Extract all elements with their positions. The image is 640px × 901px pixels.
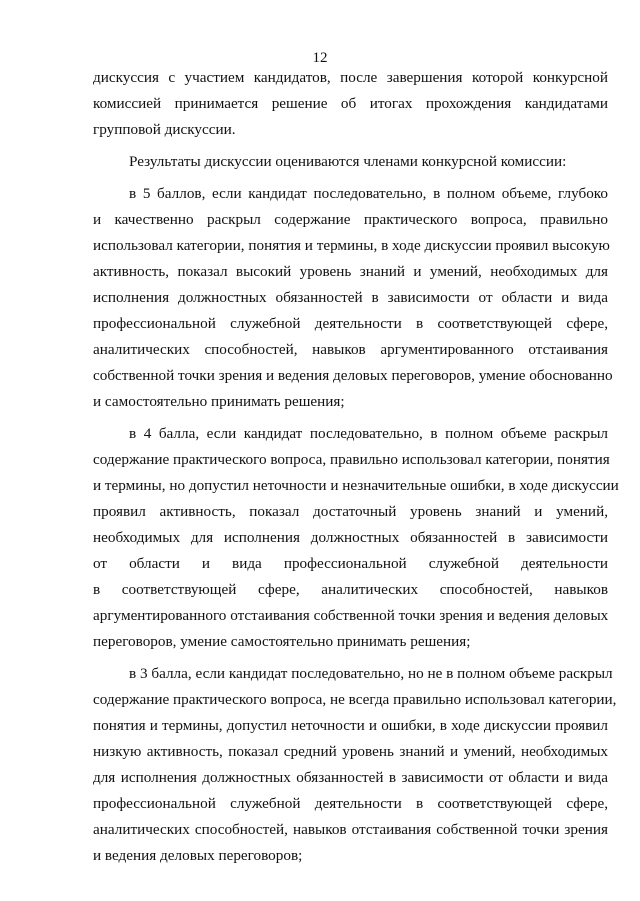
text-line: от области и вида профессиональной служебной деятельности	[93, 555, 608, 572]
text-line: содержание практического вопроса, не всегда правильно использовал категории,	[93, 691, 617, 708]
text-line: содержание практического вопроса, правильно использовал категории, понятия	[93, 451, 610, 468]
text-line: в 4 балла, если кандидат последовательно, в полном объеме раскрыл	[129, 425, 608, 442]
text-line: для исполнения должностных обязанностей в зависимости от области и вида	[93, 769, 608, 786]
paragraph-score-3	[93, 661, 617, 869]
text-line: и качественно раскрыл содержание практического вопроса, правильно	[93, 211, 608, 228]
text-line: использовал категории, понятия и термины, в ходе дискуссии проявил высокую	[93, 237, 610, 254]
text-line: Результаты дискуссии оцениваются членами конкурсной комиссии:	[129, 153, 567, 170]
text-line: аргументированного отстаивания собственной точки зрения и ведения деловых	[93, 607, 609, 624]
paragraph-results-heading	[93, 149, 608, 175]
text-line: в 5 баллов, если кандидат последовательно, в полном объеме, глубоко	[129, 185, 608, 202]
text-line: в соответствующей сфере, аналитических способностей, навыков	[93, 581, 608, 598]
document-body	[93, 65, 619, 875]
text-line: необходимых для исполнения должностных обязанностей в зависимости	[93, 529, 608, 546]
text-line: профессиональной служебной деятельности в соответствующей сфере,	[93, 795, 608, 812]
paragraph-score-5	[93, 181, 613, 415]
page-number: 12	[312, 50, 328, 66]
text-line: переговоров, умение самостоятельно принимать решения;	[93, 633, 471, 650]
text-line: низкую активность, показал средний уровень знаний и умений, необходимых	[93, 743, 608, 760]
text-line: активность, показал высокий уровень знаний и умений, необходимых для	[93, 263, 608, 280]
text-line: собственной точки зрения и ведения деловых переговоров, умение обоснованно	[93, 367, 613, 384]
text-line: аналитических способностей, навыков отстаивания собственной точки зрения	[93, 821, 608, 838]
text-line: понятия и термины, допустил неточности и ошибки, в ходе дискуссии проявил	[93, 717, 608, 734]
paragraph-intro	[93, 65, 608, 143]
text-line: и термины, но допустил неточности и незначительные ошибки, в ходе дискуссии	[93, 477, 619, 494]
paragraph-score-4	[93, 421, 619, 655]
text-line: аналитических способностей, навыков аргументированного отстаивания	[93, 341, 608, 358]
text-line: проявил активность, показал достаточный уровень знаний и умений,	[93, 503, 608, 520]
text-line: и ведения деловых переговоров;	[93, 847, 303, 864]
text-line: и самостоятельно принимать решения;	[93, 393, 345, 410]
text-line: комиссией принимается решение об итогах прохождения кандидатами	[93, 95, 608, 112]
text-line: в 3 балла, если кандидат последовательно, но не в полном объеме раскрыл	[129, 665, 613, 682]
text-line: профессиональной служебной деятельности в соответствующей сфере,	[93, 315, 608, 332]
text-line: исполнения должностных обязанностей в зависимости от области и вида	[93, 289, 608, 306]
text-line: дискуссия с участием кандидатов, после завершения которой конкурсной	[93, 69, 608, 86]
text-line: групповой дискуссии.	[93, 121, 236, 138]
